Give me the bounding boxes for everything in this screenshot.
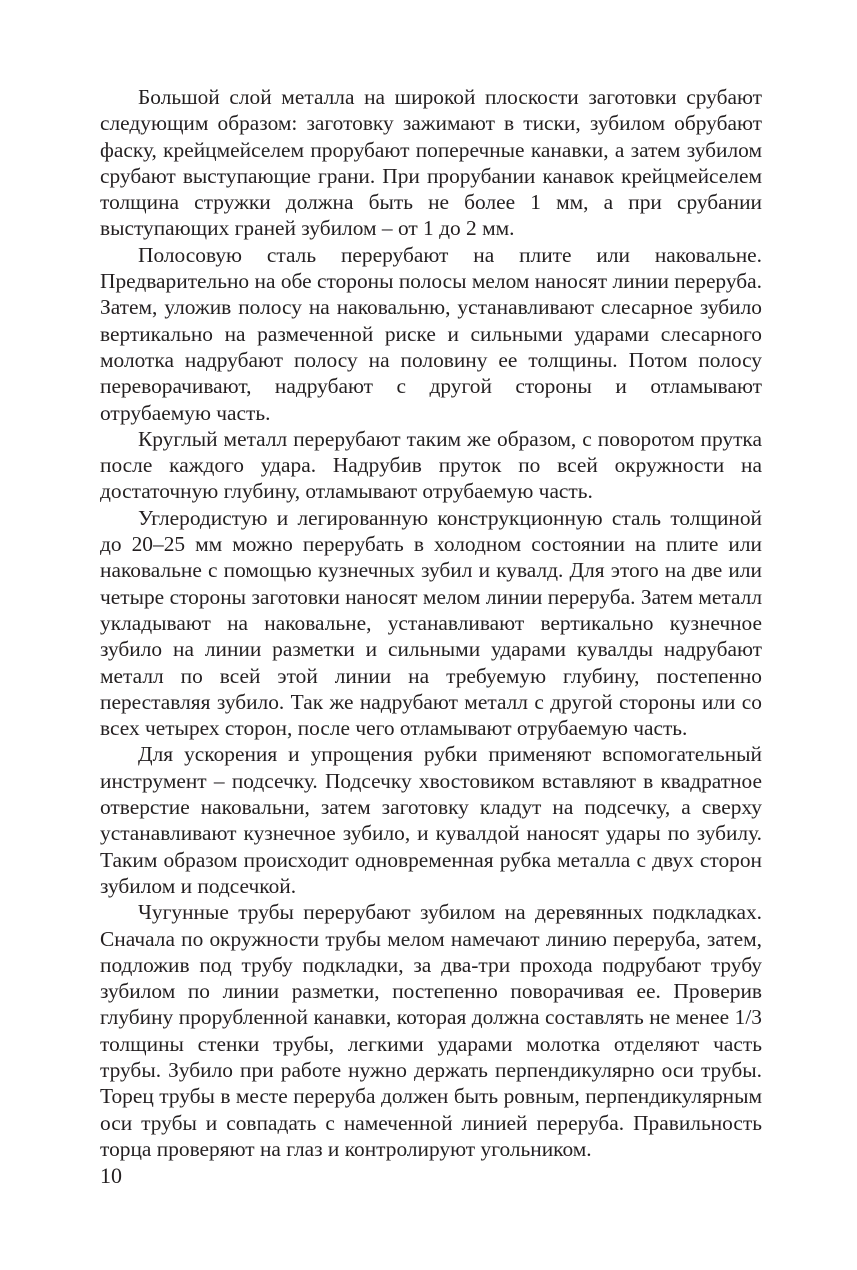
paragraph-2: Полосовую сталь перерубают на плите или наковальне. Предварительно на обе стороны полосы мелом наносят линии перерубa. Затем, уложив полосу на наковальню, устанавливают слесарное зубило вертикально на размеченной риске и сильными ударами слесарного молотка надрубают полосу на половину ее толщины. Потом полосу переворачивают, надрубают с другой стороны и отламывают отрубаемую часть.: [100, 242, 762, 425]
paragraph-1: Большой слой металла на широкой плоскости заготовки срубают следующим образом: заготовку зажимают в тиски, зубилом обрубают фаску, крейцмейселем прорубают поперечные канавки, а затем зубилом срубают выступающие грани. При прорубании канавок крейцмейселем толщина стружки должна быть не более 1 мм, а при срубании выступающих граней зубилом – от 1 до 2 мм.: [100, 85, 762, 241]
paragraph-4: Углеродистую и легированную конструкционную сталь толщиной до 20–25 мм можно перерубать в холодном состоянии на плите или наковальне с помощью кузнечных зубил и кувалд. Для этого на две или четыре стороны заготовки наносят мелом линии перерубa. Затем металл укладывают на наковальне, устанавливают вертикально кузнечное зубило на линии разметки и сильными ударами кувалды надрубают металл по всей этой линии на требуемую глубину, постепенно переставляя зубило. Так же надрубают металл с другой стороны или со всех четырех сторон, после чего отламывают отрубаемую часть.: [100, 505, 762, 741]
paragraph-3: Круглый металл перерубают таким же образом, с поворотом прутка после каждого удара. Надрубив пруток по всей окружности на достаточную глубину, отламывают отрубаемую часть.: [100, 426, 762, 504]
paragraph-5: Для ускорения и упрощения рубки применяют вспомогательный инструмент – подсечку. Подсечку хвостовиком вставляют в квадратное отверстие наковальни, затем заготовку кладут на подсечку, а сверху устанавливают кузнечное зубило, и кувалдой наносят удары по зубилу. Таким образом происходит одновременная рубка металла с двух сторон зубилом и подсечкой.: [100, 742, 762, 898]
paragraph-6: Чугунные трубы перерубают зубилом на деревянных подкладках. Сначала по окружности трубы мелом намечают линию перерубa, затем, подложив под трубу подкладки, за два-три прохода подрубают трубу зубилом по линии разметки, постепенно поворачивая ее. Проверив глубину прорубленной канавки, которая должна составлять не менее 1/3 толщины стенки трубы, легкими ударами молотка отделяют часть трубы. Зубило при работе нужно держать перпендикулярно оси трубы. Торец трубы в месте перерубa должен быть ровным, перпендикулярным оси трубы и совпадать с намеченной линией перерубa. Правильность торца проверяют на глаз и контролируют угольником.: [100, 900, 762, 1161]
body-text: [100, 84, 762, 1162]
page-number: 10: [100, 1163, 122, 1188]
